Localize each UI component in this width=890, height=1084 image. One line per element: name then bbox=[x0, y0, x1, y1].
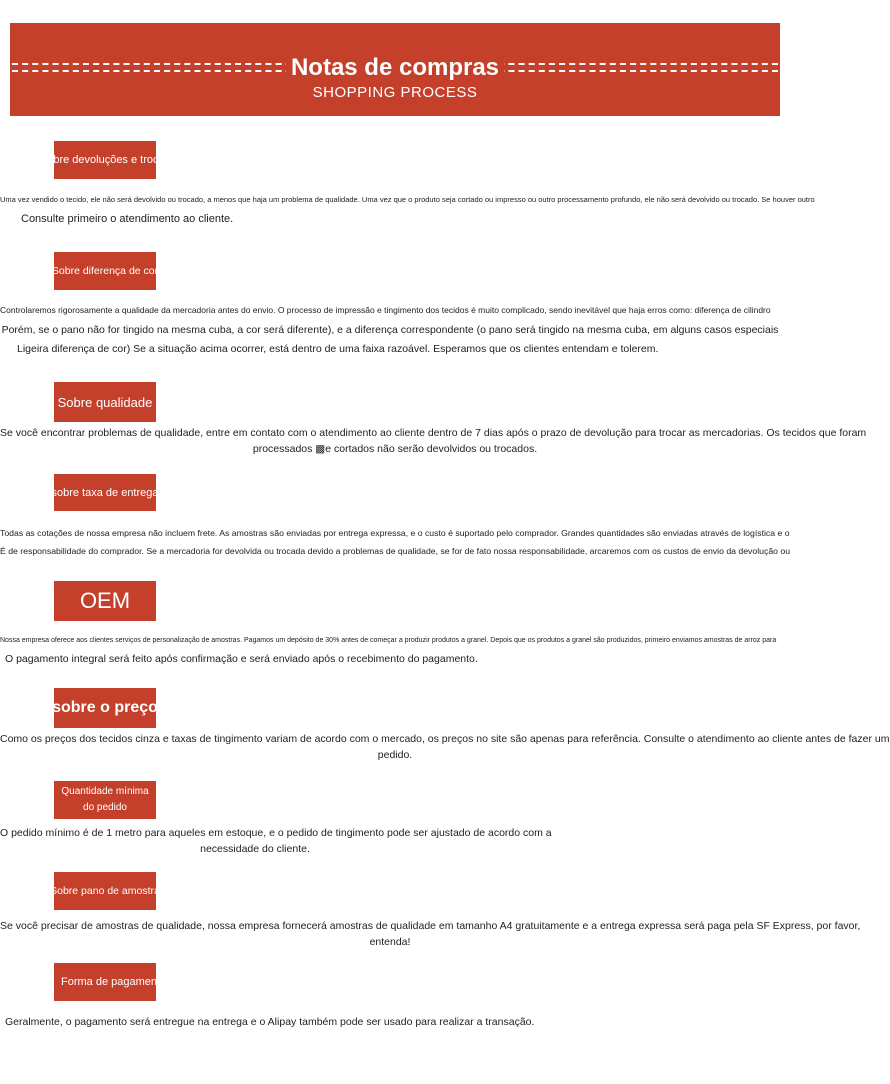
section-text-line: Se você precisar de amostras de qualidade, nossa empresa fornecerá amostras de qualidade em tamanho A4 gratuitamente e a entrega expressa será paga pela SF Express, por favor, bbox=[0, 920, 861, 932]
section-text-line: Geralmente, o pagamento será entregue na entrega e o Alipay também pode ser usado para realizar a transação. bbox=[5, 1016, 535, 1028]
section-label-payment-method: Forma de pagamento bbox=[54, 963, 156, 1001]
header-dashed-rule-right bbox=[478, 63, 778, 72]
section-label-minimum-order: Quantidade mínima do pedido bbox=[54, 781, 156, 819]
section-text-line: Se você encontrar problemas de qualidade, entre em contato com o atendimento ao cliente dentro de 7 dias após o prazo de devolução para trocar as mercadorias. Os tecidos que foram bbox=[0, 427, 867, 439]
section-text-line: Nossa empresa oferece aos clientes serviços de personalização de amostras. Pagamos um depósito de 30% antes de começar a produzir produtos a granel. Depois que os produtos a granel são produzidos, primeiro enviamos amostras de arroz para bbox=[0, 637, 777, 644]
section-text-line: processados ▩e cortados não serão devolvidos ou trocados. bbox=[252, 443, 538, 455]
page-header bbox=[10, 23, 780, 116]
section-text-line: É de responsabilidade do comprador. Se a mercadoria for devolvida ou trocada devido a problemas de qualidade, se for de fato nossa responsabilidade, arcaremos com os custos de envio da devolução ou bbox=[0, 546, 791, 556]
section-label-quality: Sobre qualidade bbox=[54, 382, 156, 422]
section-text-line: pedido. bbox=[377, 749, 413, 761]
page-subtitle: SHOPPING PROCESS bbox=[312, 84, 478, 101]
section-text-line: Ligeira diferença de cor) Se a situação acima ocorrer, está dentro de uma faixa razoável. Esperamos que os clientes entendam e tolerem. bbox=[17, 343, 659, 355]
section-text-line: Consulte primeiro o atendimento ao cliente. bbox=[21, 213, 234, 225]
section-label-delivery-fee: sobre taxa de entrega bbox=[54, 474, 156, 511]
section-label-returns: Sobre devoluções e trocas bbox=[54, 141, 156, 179]
page-title: Notas de compras bbox=[286, 54, 504, 81]
section-label-sample-fabric: Sobre pano de amostra bbox=[54, 872, 156, 910]
section-text-line: Como os preços dos tecidos cinza e taxas de tingimento variam de acordo com o mercado, os preços no site são apenas para referência. Consulte o atendimento ao cliente antes de fazer um bbox=[0, 733, 890, 745]
section-text-line: Porém, se o pano não for tingido na mesma cuba, a cor será diferente), e a diferença correspondente (o pano será tingido na mesma cuba, em alguns casos especiais bbox=[1, 324, 779, 336]
section-text-line: O pedido mínimo é de 1 metro para aqueles em estoque, e o pedido de tingimento pode ser ajustado de acordo com a bbox=[0, 827, 552, 839]
section-label-price: sobre o preço bbox=[54, 688, 156, 728]
section-label-oem: OEM bbox=[54, 581, 156, 621]
section-text-line: Uma vez vendido o tecido, ele não será devolvido ou trocado, a menos que haja um problema de qualidade. Uma vez que o produto seja cortado ou impresso ou outro processamento profundo, ele não será devolvido ou trocado. Se houver outro bbox=[0, 195, 815, 204]
section-text-line: entenda! bbox=[369, 936, 411, 948]
section-text-line: necessidade do cliente. bbox=[200, 843, 310, 855]
section-text-line: Todas as cotações de nossa empresa não incluem frete. As amostras são enviadas por entrega expressa, e o custo é suportado pelo comprador. Grandes quantidades são enviadas através de logística e o bbox=[0, 528, 790, 538]
section-text-line: O pagamento integral será feito após confirmação e será enviado após o recebimento do pagamento. bbox=[5, 653, 478, 665]
section-text-line: Controlaremos rigorosamente a qualidade da mercadoria antes do envio. O processo de impressão e tingimento dos tecidos é muito complicado, sendo inevitável que haja erros como: diferença de cilindro bbox=[0, 305, 771, 315]
section-label-color-difference: Sobre diferença de cor bbox=[54, 252, 156, 290]
header-dashed-rule-left bbox=[12, 63, 312, 72]
